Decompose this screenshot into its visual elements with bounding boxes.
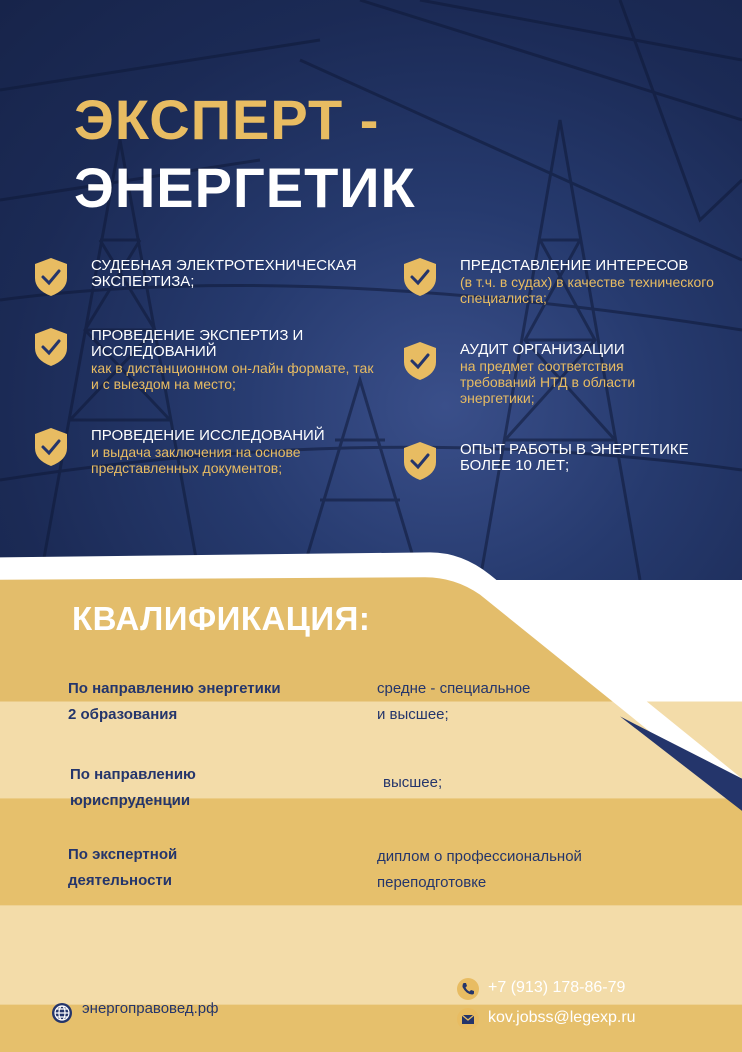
- feature-heading: ОПЫТ РАБОТЫ В ЭНЕРГЕТИКЕ БОЛЕЕ 10 ЛЕТ;: [460, 441, 689, 474]
- feature-sub: на предмет соответствия требований НТД в области энергетики;: [460, 358, 636, 406]
- qualification-title: КВАЛИФИКАЦИЯ:: [72, 600, 371, 637]
- feature-sub: и выдача заключения на основе представленных документов;: [91, 444, 301, 476]
- feature-heading: ПРОВЕДЕНИЕ ЭКСПЕРТИЗ И ИССЛЕДОВАНИЙ: [91, 327, 304, 360]
- feature-heading: ПРЕДСТАВЛЕНИЕ ИНТЕРЕСОВ: [460, 257, 689, 274]
- title-line-2: ЭНЕРГЕТИК: [74, 156, 416, 219]
- email-address[interactable]: kov.jobss@legexp.ru: [488, 1009, 636, 1026]
- shield-check-icon: [33, 256, 69, 298]
- feature-heading: СУДЕБНАЯ ЭЛЕКТРОТЕХНИЧЕСКАЯ ЭКСПЕРТИЗА;: [91, 257, 357, 290]
- feature-sub: как в дистанционном он-лайн формате, так и с выездом на место;: [91, 360, 374, 392]
- row-label: По направлению энергетики 2 образования: [68, 680, 281, 723]
- feature-heading: ПРОВЕДЕНИЕ ИССЛЕДОВАНИЙ: [91, 427, 325, 444]
- mail-icon: [457, 1008, 479, 1030]
- row-label: По экспертной деятельности: [68, 846, 178, 889]
- row-label: По направлению юриспруденции: [70, 766, 196, 809]
- shield-check-icon: [402, 340, 438, 382]
- feature-sub: (в т.ч. в судах) в качестве технического специалиста;: [460, 274, 714, 306]
- shield-check-icon: [402, 440, 438, 482]
- row-value: высшее;: [383, 774, 443, 791]
- phone-icon: [457, 978, 479, 1000]
- shield-check-icon: [402, 256, 438, 298]
- row-value: диплом о профессиональной переподготовке: [377, 848, 582, 891]
- row-value: средне - специальное и высшее;: [377, 680, 531, 723]
- globe-icon: [51, 1002, 73, 1024]
- website-link[interactable]: энергоправовед.рф: [82, 1000, 219, 1017]
- feature-heading: АУДИТ ОРГАНИЗАЦИИ: [460, 341, 625, 358]
- shield-check-icon: [33, 426, 69, 468]
- title-line-1: ЭКСПЕРТ -: [74, 88, 380, 151]
- phone-number[interactable]: +7 (913) 178-86-79: [488, 979, 626, 996]
- shield-check-icon: [33, 326, 69, 368]
